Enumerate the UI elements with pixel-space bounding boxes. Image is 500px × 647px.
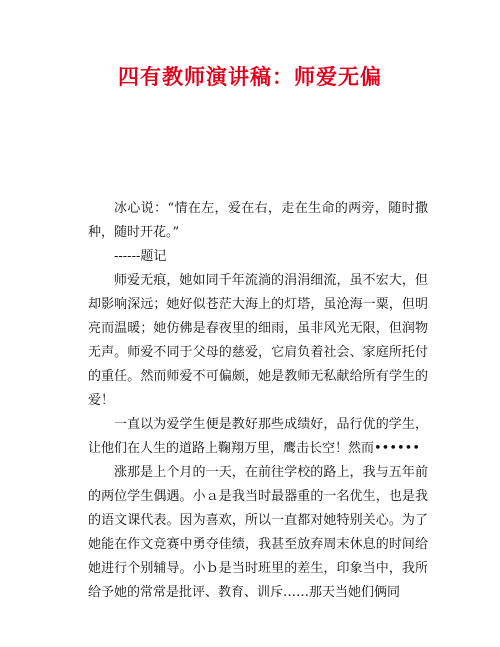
document-body	[88, 197, 428, 605]
paragraph-quote: 冰心说：“情在左，爱在右，走在生命的两旁，随时撒种，随时开花。”	[88, 201, 428, 240]
document-title: 四有教师演讲稿：师爱无偏	[118, 64, 382, 89]
paragraph-teacher-love: 师爱无痕，她如同千年流淌的涓涓细流，虽不宏大，但却影响深远；她好似苍茫大海上的灯塔，虽沧海一粟，但明亮而温暖；她仿佛是春夜里的细雨，虽非风光无限，但润物无声。师爱不同于父母的慈爱，它肩负着社会、家庭所托付的重任。然而师爱不可偏颇，她是教师无私献给所有学生的爱！	[88, 273, 428, 408]
paragraph-epigraph-tag: ------题记	[114, 249, 167, 264]
paragraph-reflection: 一直以为爱学生便是教好那些成绩好，品行优的学生，让他们在人生的道路上鞠翔万里，鹰击长空！然而••••••	[88, 417, 428, 456]
paragraph-story: 涨那是上个月的一天，在前往学校的路上，我与五年前的两位学生偶遇。小ａ是我当时最器重的一名优生，也是我的语文课代表。因为喜欢，所以一直都对她特别关心。为了她能在作文竞赛中勇夺佳绩，我甚至放弃周末休息的时间给她进行个别辅导。小ｂ是当时班里的差生，印象当中，我所给予她的常常是批评、教育、训斥……那天当她们俩同	[88, 465, 428, 600]
